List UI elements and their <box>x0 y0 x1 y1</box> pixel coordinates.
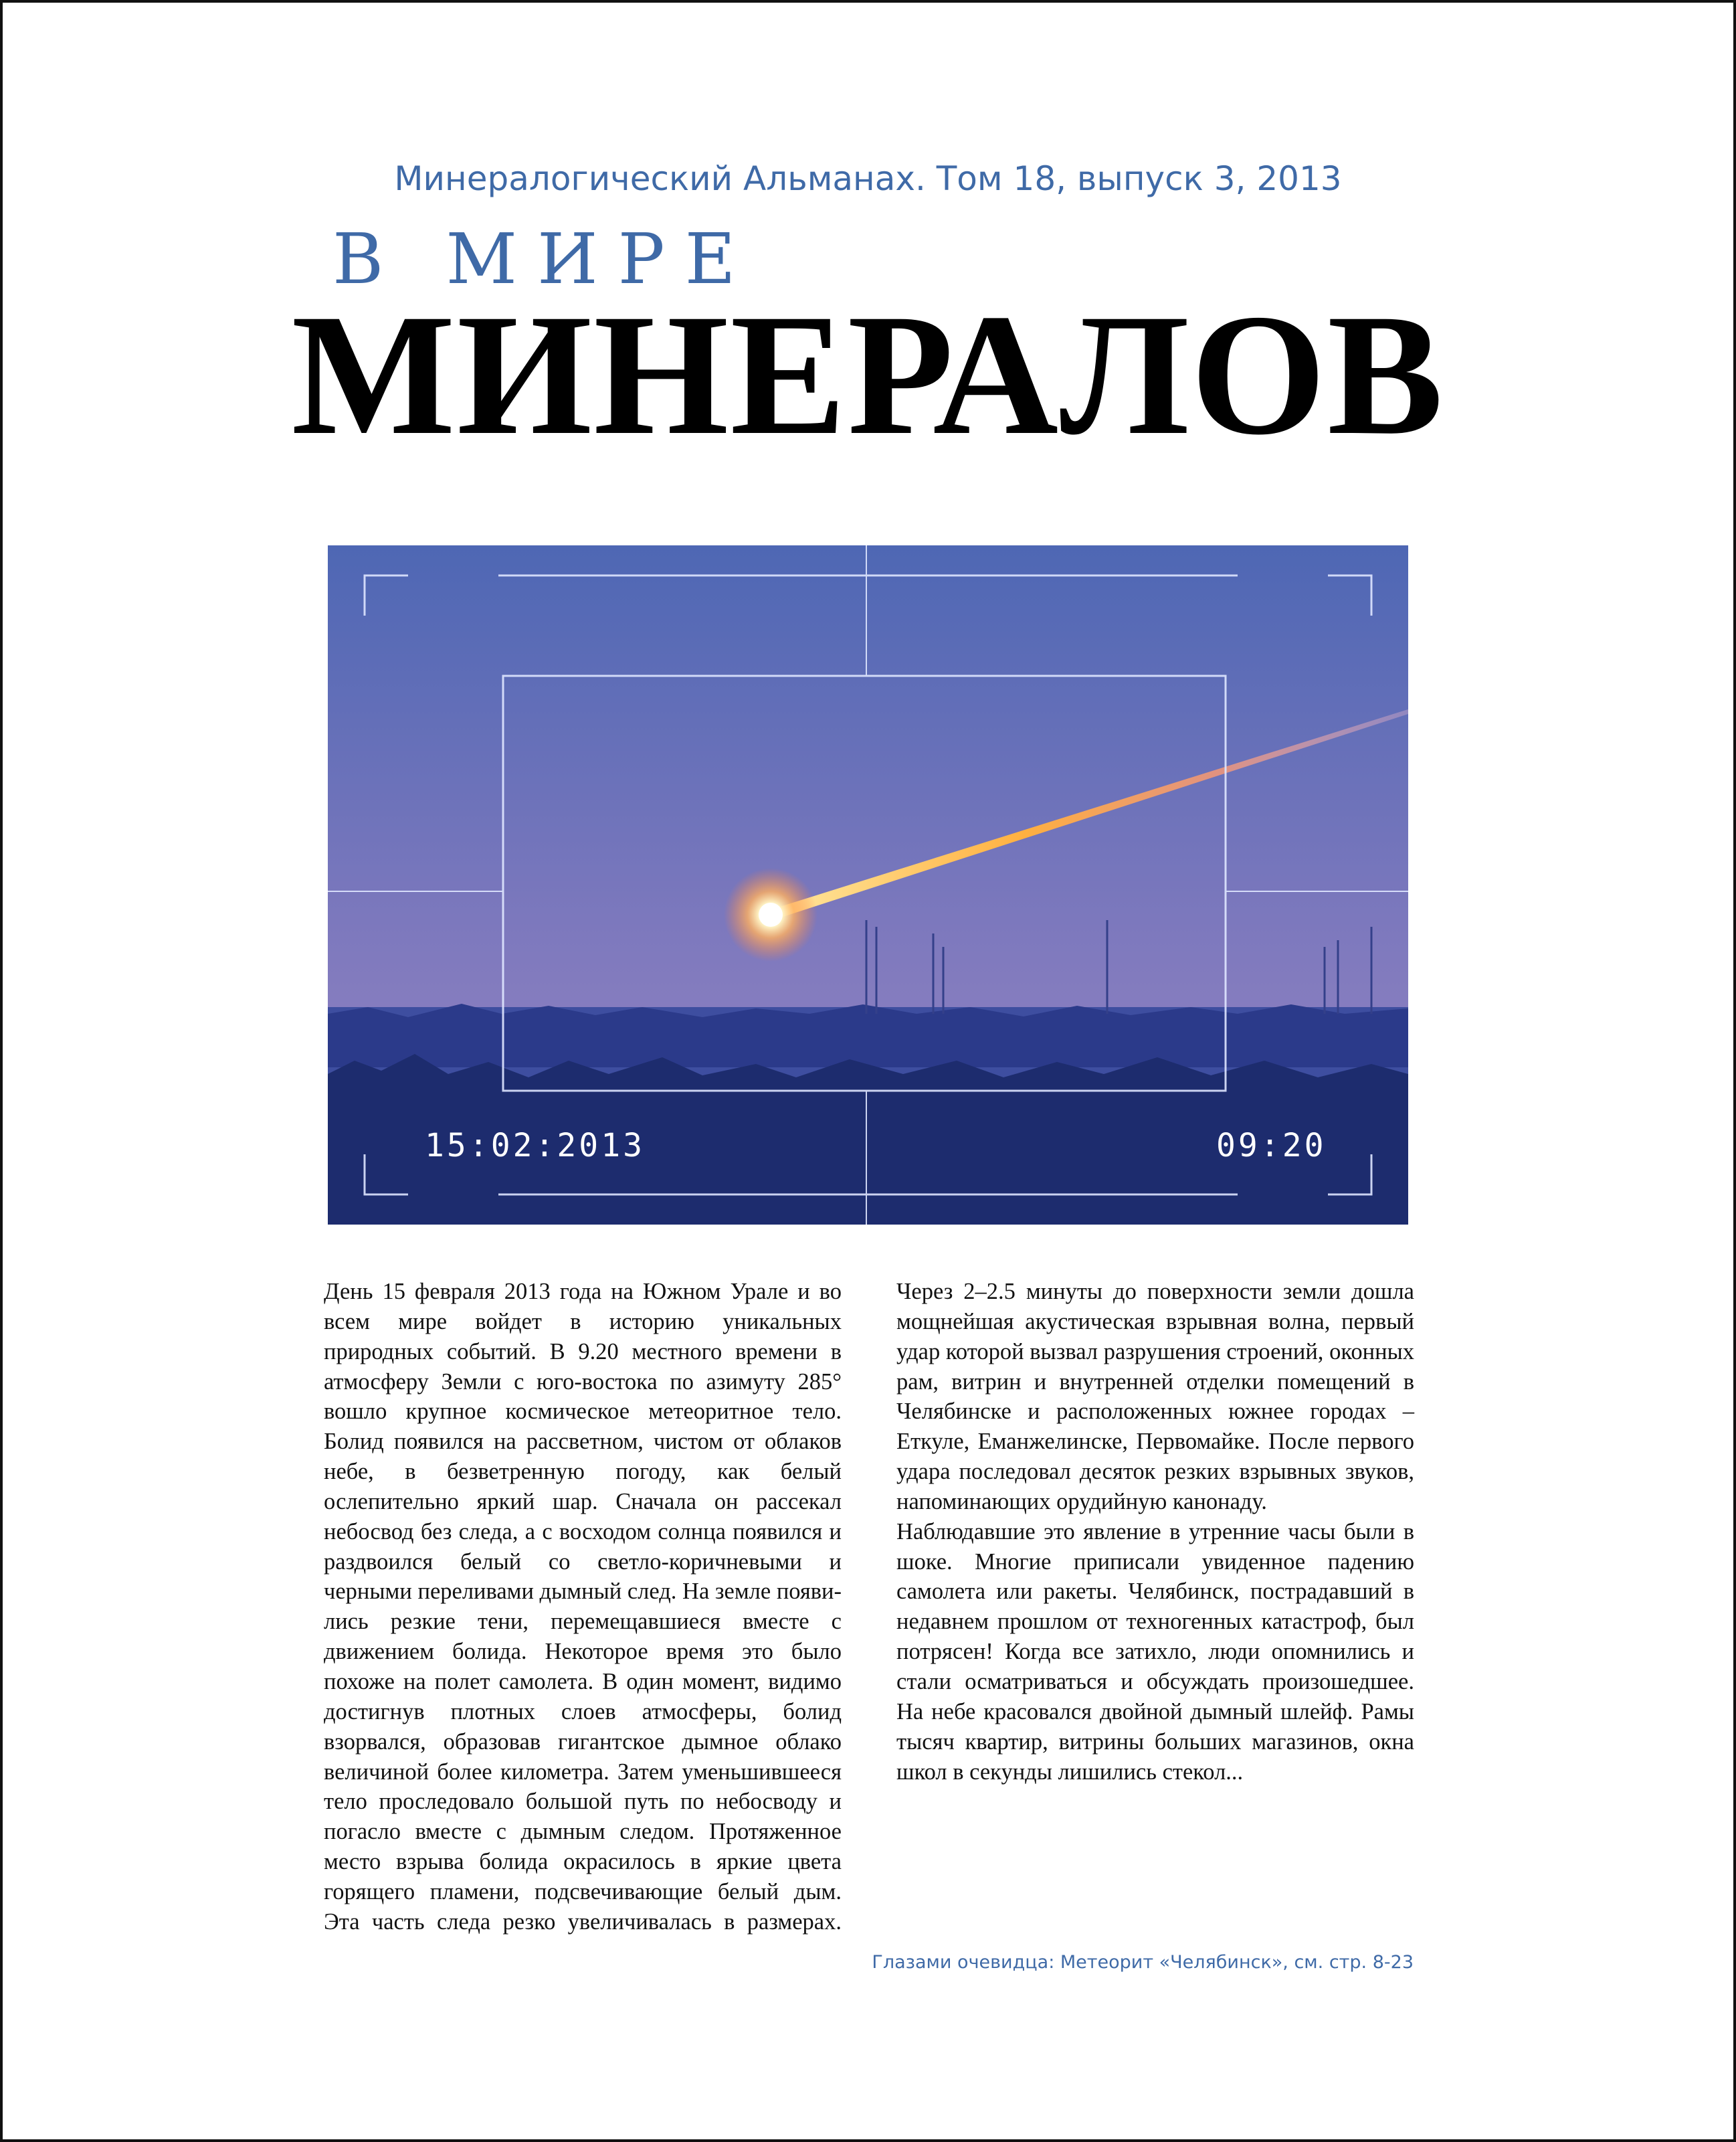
photo-date-stamp: 15:02:2013 <box>425 1127 645 1164</box>
meteor-photo <box>328 545 1408 1225</box>
journal-header: Минералогический Альманах. Том 18, выпуск 3, 2013 <box>394 159 1342 198</box>
meteor-photo-drawing <box>328 545 1408 1225</box>
footer-reference: Глазами очевидца: Метеорит «Челябинск», см. стр. 8-23 <box>872 1952 1414 1973</box>
article-body <box>324 1277 1414 1939</box>
article-paragraph: День 15 февраля 2013 года на Южном Урале и во всем мире войдет в историю уникальных природных событий. В 9.20 местного времени в атмосферу Земли с юго-востока по азимуту 285° вошло крупное космическое метеоритное тело. Болид появился на рассветном, чистом от облаков небе, в безветренную погоду, как белый ослепительно яркий шар. Сначала он рассекал небосвод без следа, а с восходом солнца появился и раздвоился белый со светло-коричневыми и черными переливами дымный след. На земле появились резкие тени, перемещавшиеся вместе с движением болида. Некоторое время это было похоже на полет самолета. В один момент, видимо достигнув плотных слоев атмосферы, болид взорвался, образовав гигантское дымное облако величиной более километра. Затем уменьшившееся тело проследовало большой путь по небосводу и погасло вместе с дымным следом. Протяженное место взрыва болида окрасилось в яркие цвета горящего пламени, подсвечивающие белый дым. Эта часть следа резко увеличивалась в размерах. Через 2–2.5 минуты до поверхности земли дошла мощнейшая акустическая взрывная волна, первый удар которой вызвал разрушения строений, оконных рам, витрин и внутренней отделки помещений в Челябинске и расположенных южнее городах – Еткуле, Еманжелинске, Первомайке. После первого удара последовал десяток резких взрывных звуков, напоминающих орудийную канонаду. <box>324 1279 1414 1935</box>
article-paragraph: Наблюдавшие это явление в утренние часы были в шоке. Многие приписали увиденное падению самолета или ракеты. Челябинск, пострадавший в недавнем прошлом от техногенных катастроф, был потрясен! Когда все затихло, люди опомнились и стали осматриваться и обсуждать произошедшее. На небе красовался двойной дымный шлейф. Рамы тысяч квартир, витрины больших магазинов, окна школ в секунды лишились стекол... <box>896 1518 1414 1785</box>
magazine-title-line1: В МИРЕ <box>332 218 756 300</box>
photo-time-stamp: 09:20 <box>1216 1127 1327 1164</box>
magazine-title-line2: МИНЕРАЛОВ <box>291 278 1445 471</box>
